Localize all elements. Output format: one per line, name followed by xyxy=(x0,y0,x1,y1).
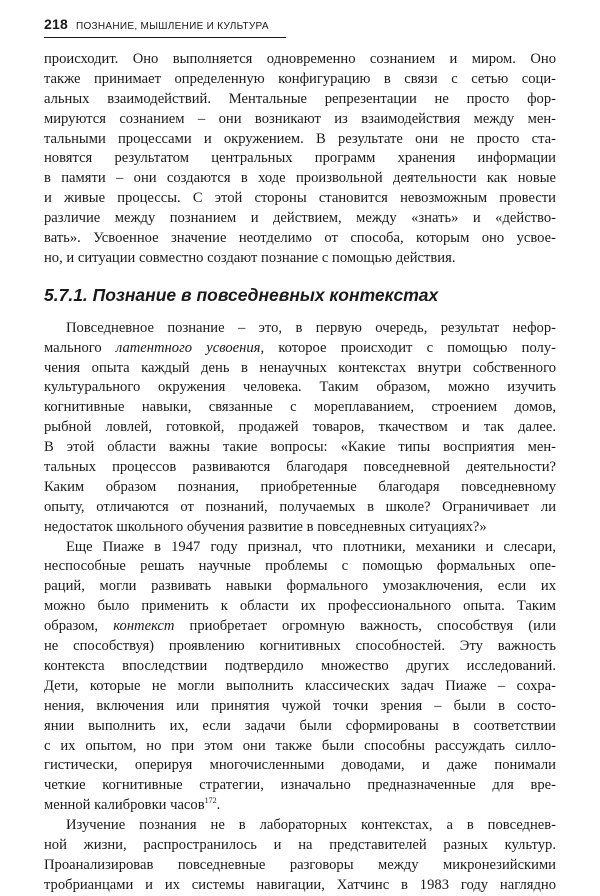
text-line: не способствуя) проявлению когнитивных способностей. Эту важность xyxy=(44,638,556,655)
text-line: новятся результатом центральных программ хранения информации xyxy=(44,150,556,167)
paragraph xyxy=(44,538,556,816)
text-line: Еще Пиаже в 1947 году признал, что плотники, механики и слесари, xyxy=(66,538,556,555)
header-rule xyxy=(44,37,286,38)
text-line: контекста впоследствии подтвердило множество других исследований. xyxy=(44,657,556,674)
text-line: когнитивные навыки, связанные с мореплаванием, строением домов, xyxy=(44,399,556,416)
text-line: Изучение познания не в лабораторных контекстах, а в повседнев- xyxy=(66,817,556,834)
text-line: Дети, которые не могли выполнить классических задач Пиаже – сохра- xyxy=(44,677,556,694)
text-line: четкие когнитивные стратегии, изначально предназначенные для вре- xyxy=(44,777,556,794)
text-line: ной жизни, распространилось и на представителей разных культур. xyxy=(44,836,556,853)
text-line: альных взаимодействий. Ментальные репрезентации не просто фор- xyxy=(44,90,556,107)
paragraph-continued xyxy=(44,50,556,269)
section-heading: 5.7.1. Познание в повседневных контекстах xyxy=(44,284,439,305)
text-line: рыбной ловлей, готовкой, продажей товаров, ткачеством и так далее. xyxy=(44,419,556,436)
page-number: 218 xyxy=(44,16,68,32)
footnote-reference[interactable]: 172 xyxy=(204,796,217,806)
running-title: ПОЗНАНИЕ, МЫШЛЕНИЕ И КУЛЬТУРА xyxy=(75,21,269,32)
text-line: опыту, отличаются от познаний, получаемых в школе? Ограничивает ли xyxy=(44,498,556,515)
text-line: тальных процессов развиваются благодаря повседневной деятельности? xyxy=(44,459,556,476)
text-line: мального латентного усвоения, которое происходит с помощью полу- xyxy=(44,339,556,356)
text-line: также принимает определенную конфигурацию в связи с сетью соци- xyxy=(44,70,556,87)
running-head xyxy=(44,16,556,38)
text-line: недостаток школьного обучения развитие в повседневных ситуациях?» xyxy=(44,518,487,535)
emphasis: латентного усвоения xyxy=(115,339,261,356)
text-line: Повседневное познание – это, в первую очередь, результат нефор- xyxy=(66,319,556,336)
paragraph xyxy=(44,816,556,896)
text-line: образом, контекст приобретает огромную важность, способствуя (или xyxy=(44,618,557,635)
text-line: В этой области важны такие вопросы: «Какие типы восприятия мен- xyxy=(44,439,556,456)
body-text xyxy=(44,50,556,896)
text-line: чения опыта каждый день в ненаучных контекстах внутри собственного xyxy=(44,359,556,376)
emphasis: контекст xyxy=(113,618,175,635)
text-line: вать». Усвоенное значение неотделимо от способа, которым оно усвое- xyxy=(44,230,556,247)
text-line: в памяти – они создаются в ходе произвольной деятельности как новые xyxy=(44,170,556,187)
text-line: происходит. Оно выполняется одновременно сознанием и миром. Оно xyxy=(44,51,556,67)
text-line: но, и ситуации совместно создают познание с помощью действия. xyxy=(44,249,456,266)
text-line: неспособные решать научные проблемы с помощью формальных опе- xyxy=(44,558,556,575)
text-line: и живые процессы. С этой стороны становится невозможным провести xyxy=(44,190,556,207)
text-line: янии выполнить их, если задачи были сформированы в соответствии xyxy=(44,717,556,734)
text-line: Проанализировав повседневные разговоры между микронезийскими xyxy=(44,856,556,873)
text-line: тальными процессами и окружением. В результате они не просто ста- xyxy=(44,130,556,147)
text-line: Каким образом познания, приобретенные благодаря повседневному xyxy=(44,478,556,495)
text-line: менной калибровки часов$^{172}$. xyxy=(44,796,221,814)
paragraph xyxy=(44,319,556,538)
book-page xyxy=(44,0,557,893)
text-line: тробрианцами и их системы навигации, Хатчинс в 1983 году наглядно xyxy=(44,876,556,893)
text-line: гистически, оперируя многочисленными доводами, и даже понимали xyxy=(44,757,556,774)
text-line: можно было применить к области их профессионального опыта. Таким xyxy=(44,598,556,615)
text-line: с их опытом, но при этом они также были способны рассуждать силло- xyxy=(44,737,556,754)
text-line: раций, могли развивать навыки формального умозаключения, если их xyxy=(44,578,556,595)
text-line: мируются сознанием – они возникают из взаимодействия между мен- xyxy=(44,110,556,127)
text-line: различие между познанием и действием, между «знать» и «действо- xyxy=(44,210,556,227)
text-line: культурального окружения человека. Таким образом, можно изучить xyxy=(44,379,556,396)
text-line: нения, включения или принятия чужой точки зрения – были в состо- xyxy=(44,697,556,714)
